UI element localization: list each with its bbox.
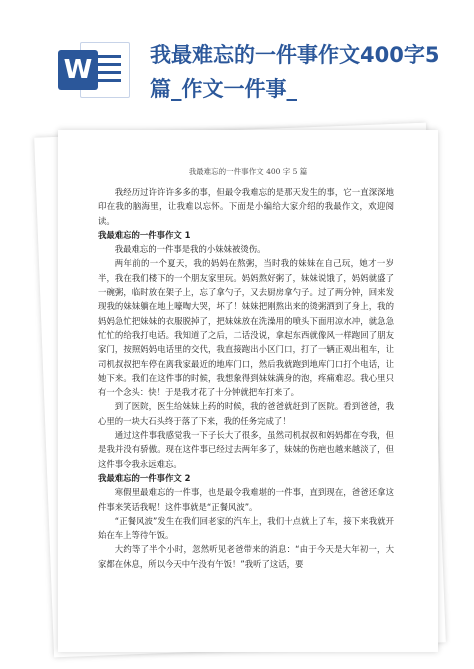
word-letter-badge: W bbox=[58, 50, 98, 90]
page-title: 我最难忘的一件事作文400字5篇_作文一件事_ bbox=[150, 43, 440, 101]
paragraph: 两年前的一个夏天，我的妈妈在熬粥，当时我的妹妹在自己玩，她才一岁半，我在我们楼下的一个朋友家里玩。妈妈熬好粥了，妹妹说饿了，妈妈就盛了一碗粥，临时放在架子上，忘了拿勺子，又去厨房拿勺子。过了两分钟，回来发现我的妹妹躺在地上嚎啕大哭，坏了！妹妹把刚熬出来的烫粥洒到了身上，我的妈妈急忙把妹妹的衣服脱掉了，把妹妹放在洗澡用的喷头下面用凉水冲，就急急忙忙的给我打电话。我知道了之后，二话没说，拿起东西就像风一样跑回了朋友家门，按照妈妈电话里的交代，我直接跑出小区门口，打了一辆正观出租车，让司机叔叔把车停在离我家最近的地库门口，然后我就跑到地库门口打个电话，让她下来。我们在这件事的时候，我想象得到妹妹满身的泡，疼痛难忍。我心里只有一个念头：快！于是我才花了十分钟就把车打来了。 bbox=[98, 258, 394, 398]
document-preview bbox=[58, 130, 438, 652]
section-heading: 我最难忘的一件事作文 2 bbox=[98, 472, 191, 483]
word-icon bbox=[58, 38, 128, 100]
paragraph: 到了医院，医生给妹妹上药的时候，我的爸爸就赶到了医院。看到爸爸，我心里的一块大石头终于落了下来，我的任务完成了！ bbox=[98, 401, 394, 426]
paragraph: 我经历过许许许多多的事，但最令我难忘的是那天发生的事，它一直深深地印在我的脑海里，让我难以忘怀。下面是小编给大家介绍的我最作文，欢迎阅读。 bbox=[98, 187, 394, 226]
paragraph: 我最难忘的一件事是我的小妹妹被烫伤。 bbox=[114, 244, 266, 255]
paragraph: 寒假里最难忘的一件事，也是最令我难堪的一件事，直到现在，爸爸还拿这件事来笑话我呢！这件事就是“正餐风波”。 bbox=[98, 487, 394, 512]
document-header: 我最难忘的一件事作文 400 字 5 篇 bbox=[188, 167, 308, 176]
paragraph: “正餐风波”发生在我们回老家的汽车上，我们十点就上了车，接下来我就开始在车上等待午饭。 bbox=[98, 515, 394, 541]
section-heading: 我最难忘的一件事作文 1 bbox=[98, 229, 191, 240]
document-body bbox=[58, 185, 438, 571]
paragraph: 通过这件事我感觉我一下子长大了很多，虽然司机叔叔和妈妈都在夸我，但是我并没有骄傲。现在这件事已经过去两年多了，妹妹的伤疤也越来越淡了，但这件事令我永远难忘。 bbox=[98, 430, 394, 469]
paragraph: 大约等了半个小时，忽然听见老爸带来的消息：“由于今天是大年初一，大家都在休息，所以今天中午没有午饭！”我听了这话，要 bbox=[98, 544, 394, 569]
